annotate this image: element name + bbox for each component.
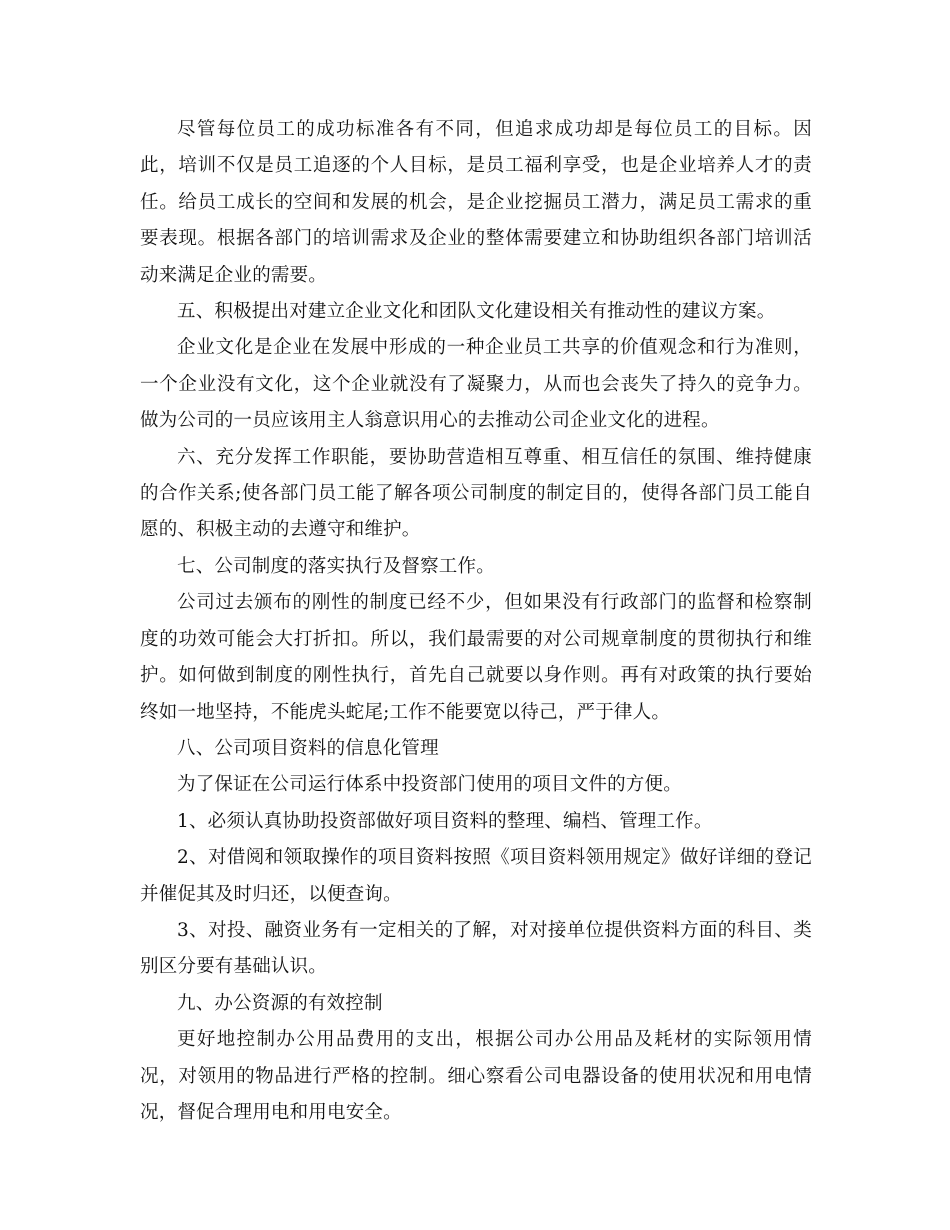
heading-item-7: 七、公司制度的落实执行及督察工作。 — [177, 555, 495, 577]
paragraph-rule-enforcement: 公司过去颁布的刚性的制度已经不少，但如果没有行政部门的监督和检察制度的功效可能会大打折扣。所以，我们最需要的对公司规章制度的贯彻执行和维护。如何做到制度的刚性执行，首先自己就要以身作则。再有对政策的执行要始终如一地坚持，不能虎头蛇尾;工作不能要宽以待己，严于律人。 — [140, 592, 812, 723]
document-body — [140, 112, 812, 1131]
heading-item-8: 八、公司项目资料的信息化管理 — [177, 737, 439, 759]
paragraph-corporate-culture: 企业文化是企业在发展中形成的一种企业员工共享的价值观念和行为准则，一个企业没有文化，这个企业就没有了凝聚力，从而也会丧失了持久的竞争力。做为公司的一员应该用主人翁意识用心的去推动公司企业文化的进程。 — [140, 337, 812, 432]
heading-item-9: 九、办公资源的有效控制 — [177, 992, 383, 1014]
paragraph-training-goals: 尽管每位员工的成功标准各有不同，但追求成功却是每位员工的目标。因此，培训不仅是员工追逐的个人目标，是员工福利享受，也是企业培养人才的责任。给员工成长的空间和发展的机会，是企业挖掘员工潜力，满足员工需求的重要表现。根据各部门的培训需求及企业的整体需要建立和协助组织各部门培训活动来满足企业的需要。 — [140, 119, 812, 286]
list-item-2: 2、对借阅和领取操作的项目资料按照《项目资料领用规定》做好详细的登记并催促其及时归还，以便查询。 — [140, 847, 812, 905]
paragraph-office-resources: 更好地控制办公用品费用的支出，根据公司办公用品及耗材的实际领用情况，对领用的物品进行严格的控制。细心察看公司电器设备的使用状况和用电情况，督促合理用电和用电安全。 — [140, 1029, 812, 1123]
heading-item-5: 五、积极提出对建立企业文化和团队文化建设相关有推动性的建议方案。 — [177, 301, 776, 323]
list-item-3: 3、对投、融资业务有一定相关的了解，对对接单位提供资料方面的科目、类别区分要有基础认识。 — [140, 919, 812, 978]
paragraph-project-files: 为了保证在公司运行体系中投资部门使用的项目文件的方便。 — [177, 774, 682, 796]
paragraph-item-6: 六、充分发挥工作职能，要协助营造相互尊重、相互信任的氛围、维持健康的合作关系;使各部门员工能了解各项公司制度的制定目的，使得各部门员工能自愿的、积极主动的去遵守和维护。 — [140, 446, 812, 541]
list-item-1: 1、必须认真协助投资部做好项目资料的整理、编档、管理工作。 — [177, 810, 713, 832]
